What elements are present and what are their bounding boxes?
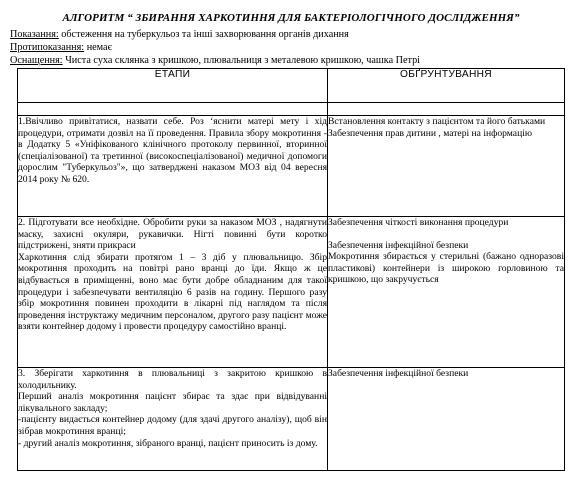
step-paragraph: 2. Підготувати все необхідне. Обробити руки за наказом МОЗ , надягнути маску, захисні окуляри, рукавички. Нігті повинні бути коротко підстрижені, зняти прикраси xyxy=(18,217,327,252)
equipment-label: Оснащення: xyxy=(10,55,63,66)
rationale-paragraph: Забезпечення інфекційної безпеки xyxy=(328,368,469,379)
rationale-paragraph: Мокротиння збирається у стерильні (бажано одноразові пластикові) контейнери із широкою горловиною та кришкою, що закручується xyxy=(328,251,564,286)
step-paragraph: 3. Зберігати харкотиння в плювальниці з закритою кришкою в холодильнику. xyxy=(18,368,327,391)
indications-label: Показання: xyxy=(10,29,59,40)
table-spacer-row xyxy=(18,103,565,116)
contraindications-line xyxy=(10,42,112,54)
step-cell xyxy=(18,368,328,471)
table-row xyxy=(18,116,565,217)
paragraph-gap xyxy=(328,229,564,240)
step-cell xyxy=(18,217,328,368)
step-paragraph: - другий аналіз мокротиння, зібраного вранці, пацієнт приносить із дому. xyxy=(18,437,318,449)
document-title: АЛГОРИТМ “ ЗБИРАННЯ ХАРКОТИННЯ ДЛЯ БАКТЕРІОЛОГІЧНОГО ДОСЛІДЖЕННЯ” xyxy=(62,12,520,24)
step-paragraph: -пацієнту видається контейнер додому (для здачі другого аналізу), щоб він зібрав мокротиння вранці; xyxy=(18,414,327,437)
step-paragraph: Харкотиння слід збирати протягом 1 – 3 діб у плювальницю. Збір мокротиння проходить на повітрі рано вранці до їди. Якщо ж це відбувається в приміщенні, воно має бути добре обладнаним для такої процедури і забезпечувати вентиляцію 6 разів на годину. Першого разу збір мокротиння повинен проходити в лікарні під наглядом та після проведення інструктажу медичним персоналом, другого разу пацієнт може взяти контейнер додому і провести процедуру самостійно вранці. xyxy=(18,251,327,333)
rationale-paragraph: Встановлення контакту з пацієнтом та його батьками xyxy=(328,116,546,127)
table-header-row xyxy=(18,69,565,103)
rationale-paragraph: Забезпечення інфекційної безпеки xyxy=(328,239,469,251)
rationale-cell xyxy=(328,116,565,217)
contraindications-text: немає xyxy=(84,42,112,53)
spacer-cell xyxy=(18,103,328,116)
table-row xyxy=(18,368,565,471)
rationale-paragraph: Забезпечення прав дитини , матері на інформацію xyxy=(328,127,533,139)
step-cell xyxy=(18,116,328,217)
equipment-line xyxy=(10,55,420,67)
indications-line xyxy=(10,29,349,41)
rationale-cell xyxy=(328,368,565,471)
step-paragraph: Перший аналіз мокротиння пацієнт збирає та здає при відвідуванні лікувального закладу; xyxy=(18,391,327,414)
indications-text: обстеження на туберкульоз та інші захворювання органів дихання xyxy=(58,29,349,40)
rationale-paragraph: Забезпечення чіткості виконання процедури xyxy=(328,217,509,228)
header-rationale: ОБҐРУНТУВАННЯ xyxy=(328,69,565,103)
algorithm-table xyxy=(17,68,565,471)
table-row xyxy=(18,217,565,368)
equipment-text: Чиста суха склянка з кришкою, плювальниця з металевою кришкою, чашка Петрі xyxy=(62,55,421,66)
header-stages: ЕТАПИ xyxy=(18,69,328,103)
rationale-cell xyxy=(328,217,565,368)
contraindications-label: Протипоказання: xyxy=(10,42,85,53)
step-paragraph: 1.Ввічливо привітатися, назвати себе. Роз ‘яснити матері мету і хід процедури, отримати дозвіл на її проведення. Правила збору мокротиння - в Додатку 5 «Уніфікованого клінічного протоколу первинної, вторинної (спеціалізованої) та третинної (високоспеціалізованої) медичної допомоги дорослим "Туберкульоз"», що затверджені наказом МОЗ від 04 вересня 2014 року № 620. xyxy=(18,116,327,185)
spacer-cell xyxy=(328,103,565,116)
